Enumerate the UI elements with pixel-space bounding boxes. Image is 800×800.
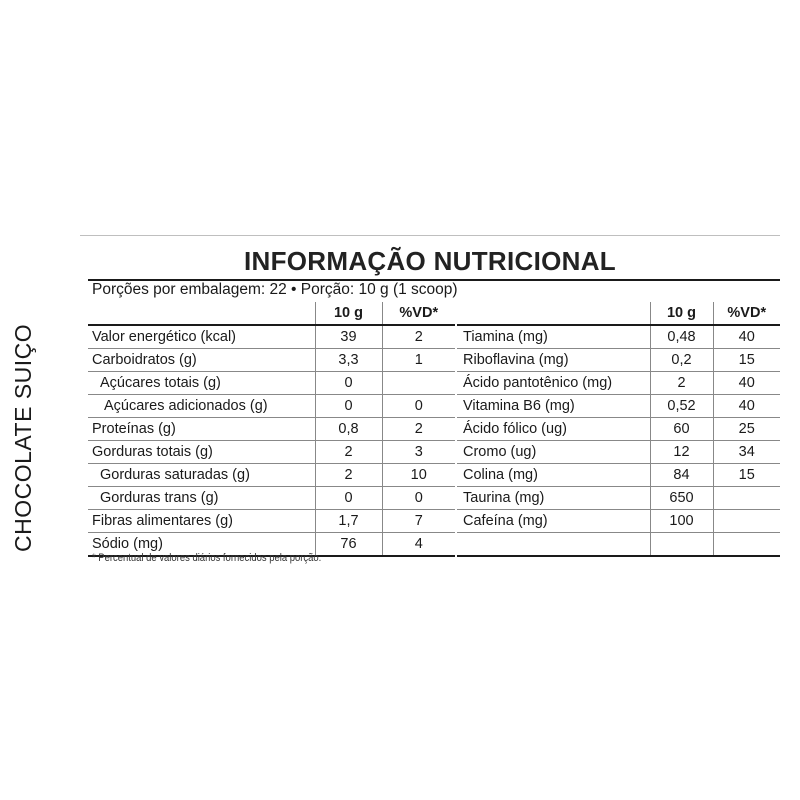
top-divider <box>80 235 780 236</box>
nutrient-name: Gorduras saturadas (g) <box>100 467 250 483</box>
nutrient-name: Gorduras trans (g) <box>100 490 219 506</box>
nutrient-table-left <box>88 302 455 557</box>
table-row <box>457 441 780 464</box>
nutrient-name: Açúcares totais (g) <box>100 375 221 391</box>
nutrient-daily-value: 40 <box>713 372 780 395</box>
nutrient-amount: 76 <box>315 533 382 557</box>
nutrient-amount: 84 <box>650 464 713 487</box>
header-blank <box>88 302 315 325</box>
nutrient-name: Vitamina B6 (mg) <box>463 398 575 414</box>
nutrient-amount: 2 <box>315 441 382 464</box>
nutrient-amount: 0,52 <box>650 395 713 418</box>
nutrient-name: Ácido pantotênico (mg) <box>463 375 613 391</box>
nutrient-daily-value: 2 <box>382 325 455 349</box>
table-row <box>88 487 455 510</box>
nutrient-daily-value: 2 <box>382 418 455 441</box>
table-row <box>457 418 780 441</box>
nutrient-daily-value: 15 <box>713 349 780 372</box>
nutrient-name: Cromo (ug) <box>463 444 537 460</box>
table-row <box>457 487 780 510</box>
nutrient-amount: 1,7 <box>315 510 382 533</box>
header-blank <box>457 302 650 325</box>
nutrient-name: Colina (mg) <box>463 467 538 483</box>
header-amount: 10 g <box>650 302 713 325</box>
nutrient-amount <box>650 533 713 557</box>
nutrient-daily-value: 25 <box>713 418 780 441</box>
nutrient-name: Valor energético (kcal) <box>92 329 236 345</box>
table-row <box>457 464 780 487</box>
table-row <box>457 533 780 557</box>
table-header-row <box>88 302 455 325</box>
portion-info: Porções por embalagem: 22 • Porção: 10 g (1 scoop) <box>92 281 458 298</box>
panel-title: INFORMAÇÃO NUTRICIONAL <box>243 246 616 276</box>
nutrient-amount: 12 <box>650 441 713 464</box>
nutrient-name: Sódio (mg) <box>92 536 163 552</box>
nutrient-name <box>457 533 650 557</box>
nutrient-amount: 2 <box>650 372 713 395</box>
nutrient-daily-value <box>382 372 455 395</box>
table-row <box>457 395 780 418</box>
nutrient-amount: 3,3 <box>315 349 382 372</box>
nutrient-daily-value: 34 <box>713 441 780 464</box>
nutrient-daily-value: 3 <box>382 441 455 464</box>
table-row <box>457 372 780 395</box>
nutrient-amount: 0,2 <box>650 349 713 372</box>
table-row <box>88 395 455 418</box>
nutrient-amount: 0,48 <box>650 325 713 349</box>
nutrient-name: Carboidratos (g) <box>92 352 197 368</box>
nutrient-name: Gorduras totais (g) <box>92 444 213 460</box>
table-row <box>88 325 455 349</box>
table-header-row <box>457 302 780 325</box>
table-row <box>88 372 455 395</box>
nutrient-name: Cafeína (mg) <box>463 513 548 529</box>
nutrient-amount: 0,8 <box>315 418 382 441</box>
nutrient-amount: 0 <box>315 372 382 395</box>
table-row <box>88 510 455 533</box>
table-row <box>457 510 780 533</box>
nutrient-daily-value <box>713 510 780 533</box>
footnote: * Percentual de valores diários fornecidos pela porção. <box>92 552 322 564</box>
nutrient-amount: 0 <box>315 487 382 510</box>
nutrient-amount: 2 <box>315 464 382 487</box>
nutrient-daily-value: 10 <box>382 464 455 487</box>
nutrient-amount: 650 <box>650 487 713 510</box>
header-amount: 10 g <box>315 302 382 325</box>
nutrient-daily-value: 7 <box>382 510 455 533</box>
header-daily-value: %VD* <box>713 302 780 325</box>
table-row <box>457 349 780 372</box>
table-row <box>457 325 780 349</box>
nutrient-daily-value <box>713 533 780 557</box>
nutrient-daily-value <box>713 487 780 510</box>
nutrient-name: Proteínas (g) <box>92 421 176 437</box>
nutrient-daily-value: 40 <box>713 325 780 349</box>
nutrient-name: Taurina (mg) <box>463 490 545 506</box>
nutrient-daily-value: 15 <box>713 464 780 487</box>
table-row <box>88 464 455 487</box>
nutrient-amount: 60 <box>650 418 713 441</box>
nutrient-daily-value: 0 <box>382 487 455 510</box>
flavor-label: CHOCOLATE SUIÇO <box>10 323 36 552</box>
nutrient-amount: 39 <box>315 325 382 349</box>
nutrient-amount: 0 <box>315 395 382 418</box>
nutrient-daily-value: 4 <box>382 533 455 557</box>
nutrient-name: Fibras alimentares (g) <box>92 513 234 529</box>
nutrient-name: Açúcares adicionados (g) <box>104 398 268 414</box>
nutrient-name: Tiamina (mg) <box>463 329 548 345</box>
nutrition-facts-panel <box>80 235 780 575</box>
nutrient-name: Ácido fólico (ug) <box>463 421 567 437</box>
nutrient-daily-value: 0 <box>382 395 455 418</box>
nutrient-daily-value: 1 <box>382 349 455 372</box>
nutrient-table-right <box>457 302 780 557</box>
table-row <box>88 418 455 441</box>
table-row <box>88 441 455 464</box>
header-daily-value: %VD* <box>382 302 455 325</box>
table-row <box>88 349 455 372</box>
nutrient-amount: 100 <box>650 510 713 533</box>
nutrient-name: Riboflavina (mg) <box>463 352 569 368</box>
nutrient-daily-value: 40 <box>713 395 780 418</box>
